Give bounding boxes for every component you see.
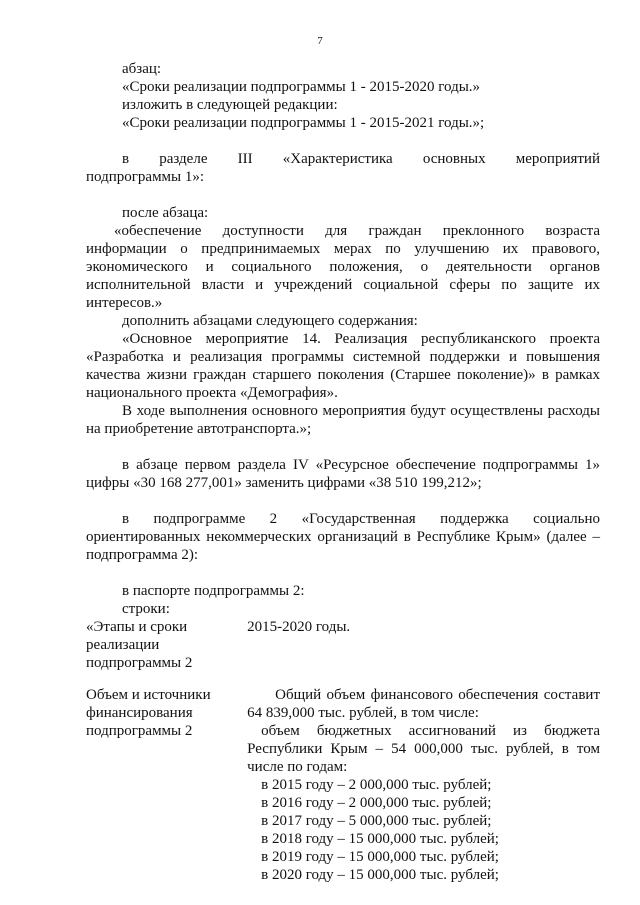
financing-total: Общий объем финансового обеспечения составит 64 839,000 тыс. рублей, в том числе: <box>247 687 600 721</box>
paragraph-after-abzac: после абзаца: <box>122 205 209 221</box>
paragraph-subprogram-2: в подпрограмме 2 «Государственная поддержка социально ориентированных некоммерческих организаций в Республике Крым» (далее – подпрограмма 2): <box>86 511 600 563</box>
paragraph-state-edition: изложить в следующей редакции: <box>122 97 338 113</box>
paragraph-transport-expenses: В ходе выполнения основного мероприятия будут осуществлены расходы на приобретение автотранспорта.»; <box>86 403 600 437</box>
paragraph-quote-first: «обеспечение доступности для граждан преклонного возраста <box>114 223 600 239</box>
paragraph-add-abzacs: дополнить абзацами следующего содержания: <box>122 313 418 329</box>
table-row <box>86 618 600 672</box>
table-row <box>86 686 600 884</box>
financing-year-2020: в 2020 году – 15 000,000 тыс. рублей; <box>261 867 499 883</box>
row-value-stages: 2015-2020 годы. <box>247 619 351 635</box>
financing-year-2015: в 2015 году – 2 000,000 тыс. рублей; <box>261 777 492 793</box>
financing-year-2019: в 2019 году – 15 000,000 тыс. рублей; <box>261 849 499 865</box>
financing-budget: объем бюджетных ассигнований из бюджета Республики Крым – 54 000,000 тыс. рублей, в том числе по годам: <box>247 723 600 775</box>
financing-year-2016: в 2016 году – 2 000,000 тыс. рублей; <box>261 795 492 811</box>
document-body <box>86 60 600 884</box>
paragraph-section-iii: в разделе III «Характеристика основных мероприятий <box>122 151 600 167</box>
paragraph-rows: строки: <box>122 601 170 617</box>
row-value-financing <box>247 686 600 884</box>
row-label-stages: «Этапы и сроки реализации подпрограммы 2 <box>86 619 193 671</box>
page-number: 7 <box>317 35 323 47</box>
paragraph-quote-rest: информации о предпринимаемых мерах по улучшению их правового, экономического и социального положения, о деятельности органов исполнительной власти и учреждений социальной сферы по защите их интересов.» <box>86 241 600 311</box>
financing-year-2018: в 2018 году – 15 000,000 тыс. рублей; <box>261 831 499 847</box>
passport-table <box>86 618 600 884</box>
paragraph-section-iii-cont: подпрограммы 1»: <box>86 169 205 185</box>
paragraph-old-term: «Сроки реализации подпрограммы 1 - 2015-2020 годы.» <box>122 79 481 95</box>
financing-year-2017: в 2017 году – 5 000,000 тыс. рублей; <box>261 813 492 829</box>
paragraph-passport: в паспорте подпрограммы 2: <box>122 583 305 599</box>
paragraph-abzac: абзац: <box>122 61 162 77</box>
row-label-financing: Объем и источники финансирования подпрограммы 2 <box>86 687 211 739</box>
paragraph-section-iv: в абзаце первом раздела IV «Ресурсное обеспечение подпрограммы 1» цифры «30 168 277,001» заменить цифрами «38 510 199,212»; <box>86 457 600 491</box>
paragraph-main-activity-14: «Основное мероприятие 14. Реализация республиканского проекта «Разработка и реализация программы системной поддержки и повышения качества жизни граждан старшего поколения (Старшее поколение)» в рамках национального проекта «Демография». <box>86 331 600 401</box>
paragraph-new-term: «Сроки реализации подпрограммы 1 - 2015-2021 годы.»; <box>122 115 485 131</box>
